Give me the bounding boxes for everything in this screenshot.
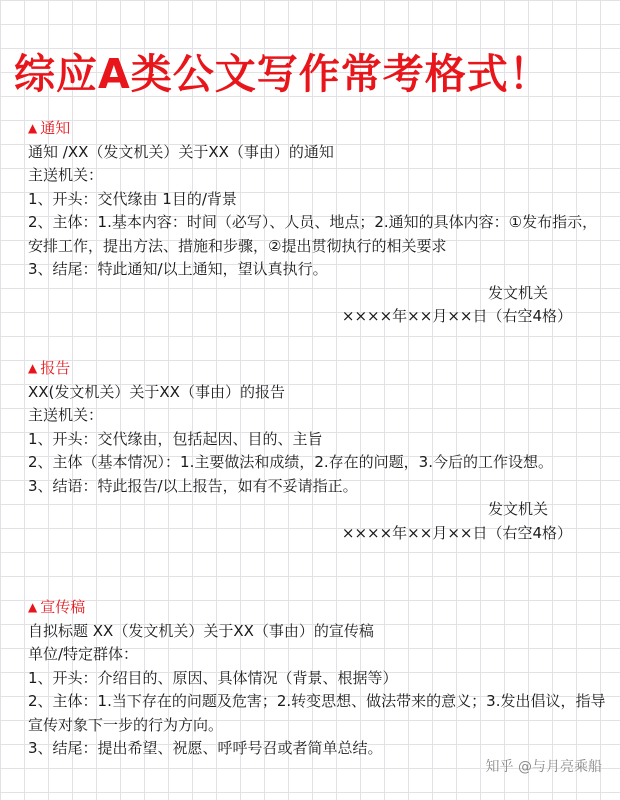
- text-line: 主送机关：: [28, 166, 104, 184]
- text-line: 2、主体（基本情况）：1.主要做法和成绩，2.存在的问题，3.今后的工作设想。: [28, 453, 553, 471]
- signature-org: 发文机关: [487, 283, 548, 302]
- text-line: 通知 /XX（发文机关）关于XX（事由）的通知: [28, 142, 334, 161]
- text-line: 3、结尾：特此通知/以上通知，望认真执行。: [28, 260, 328, 278]
- text-line: 3、结语：特此报告/以上报告，如有不妥请指正。: [28, 476, 358, 495]
- triangle-icon: ▲: [28, 600, 38, 614]
- section-heading: [28, 596, 608, 620]
- text-line: 单位/特定群体：: [28, 645, 139, 663]
- section-heading: [28, 357, 608, 381]
- section-notice: [28, 117, 608, 329]
- text-line: 1、开头：交代缘由，包括起因、目的、主旨: [28, 429, 323, 448]
- section-report: [28, 357, 608, 545]
- text-line: 自拟标题 XX（发文机关）关于XX（事由）的宣传稿: [28, 621, 374, 640]
- signature-date: ××××年××月××日（右空4格）: [341, 307, 572, 325]
- heading-label: 通知: [40, 119, 71, 137]
- text-line: 3、结尾：提出希望、祝愿、呼呼号召或者简单总结。: [28, 739, 383, 757]
- text-line: 1、开头：介绍目的、原因、具体情况（背景、根据等）: [28, 668, 398, 687]
- signature-date: ××××年××月××日（右空4格）: [341, 523, 572, 542]
- page-title: 综应A类公文写作常考格式！: [14, 50, 551, 98]
- signature-org: 发文机关: [487, 500, 548, 518]
- text-line: 2、主体：1.基本内容：时间（必写）、人员、地点；2.通知的具体内容：①发布指示，安排工作，提出方法、措施和步骤，②提出贯彻执行的相关要求: [28, 213, 598, 255]
- heading-label: 宣传稿: [40, 598, 86, 616]
- text-line: 2、主体：1.当下存在的问题及危害；2.转变思想、做法带来的意义；3.发出倡议，指导宣传对象下一步的行为方向。: [28, 692, 606, 734]
- heading-label: 报告: [40, 359, 71, 377]
- triangle-icon: ▲: [28, 361, 38, 375]
- watermark: 知乎 @与月亮乘船: [485, 759, 602, 775]
- text-line: XX(发文机关）关于XX（事由）的报告: [28, 382, 285, 401]
- section-publicity: [28, 596, 608, 761]
- section-heading: [28, 117, 608, 141]
- triangle-icon: ▲: [28, 121, 38, 135]
- text-line: 主送机关：: [28, 406, 104, 424]
- text-line: 1、开头：交代缘由 1目的/背景: [28, 189, 237, 208]
